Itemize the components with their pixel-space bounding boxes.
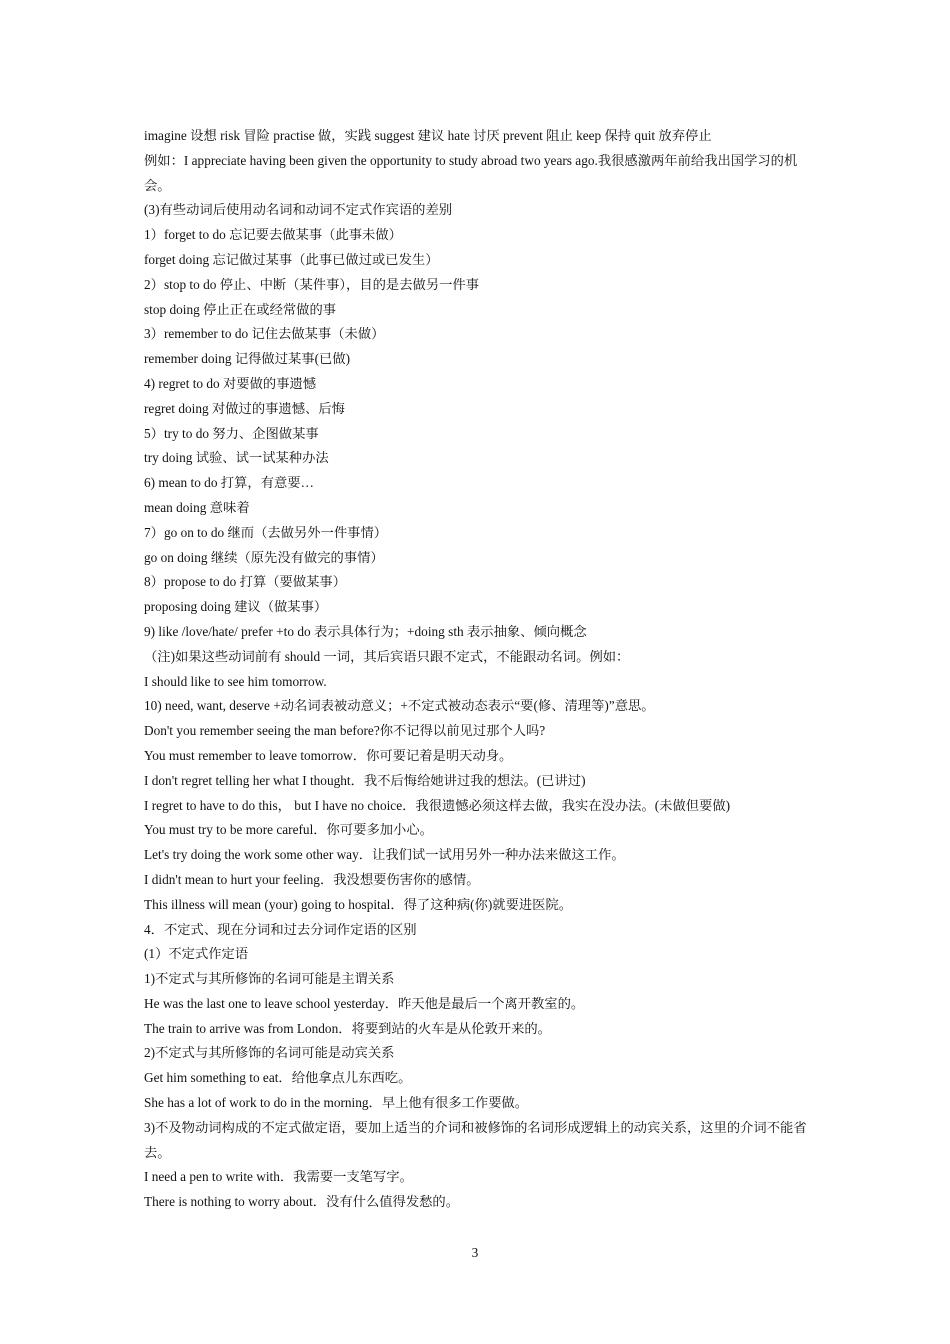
text-line: She has a lot of work to do in the morning．早上他有很多工作要做。 — [144, 1095, 529, 1111]
text-line: remember doing 记得做过某事(已做) — [144, 351, 351, 367]
text-line: Let's try doing the work some other way．让我们试一试用另外一种办法来做这工作。 — [144, 847, 625, 863]
text-line: Don't you remember seeing the man before?你不记得以前见过那个人吗? — [144, 723, 546, 739]
text-line: proposing doing 建议（做某事） — [144, 599, 328, 615]
text-line: I don't regret telling her what I thought．我不后悔给她讲过我的想法。(已讲过) — [144, 772, 586, 788]
text-line: You must try to be more careful．你可要多加小心。 — [144, 822, 433, 838]
document-body — [144, 124, 814, 1215]
text-line: (3)有些动词后使用动名词和动词不定式作宾语的差别 — [144, 202, 453, 218]
text-line: 2)不定式与其所修饰的名词可能是动宾关系 — [144, 1045, 395, 1061]
text-line: I should like to see him tomorrow. — [144, 673, 327, 689]
text-line: 5）try to do 努力、企图做某事 — [144, 425, 319, 441]
text-line: 7）go on to do 继而（去做另外一件事情） — [144, 524, 388, 540]
text-line: I need a pen to write with．我需要一支笔写字。 — [144, 1169, 413, 1185]
text-line: This illness will mean (your) going to hospital．得了这种病(你)就要进医院。 — [144, 896, 573, 912]
text-line: 1)不定式与其所修饰的名词可能是主谓关系 — [144, 971, 395, 987]
text-line: 4) regret to do 对要做的事遗憾 — [144, 375, 317, 391]
text-line: go on doing 继续（原先没有做完的事情） — [144, 549, 384, 565]
text-line: You must remember to leave tomorrow．你可要记着是明天动身。 — [144, 747, 513, 763]
text-line: mean doing 意味着 — [144, 499, 250, 515]
section-heading: 4．不定式、现在分词和过去分词作定语的区别 — [144, 921, 417, 937]
text-line: 6) mean to do 打算，有意要… — [144, 475, 314, 491]
text-line: 8）propose to do 打算（要做某事） — [144, 574, 347, 590]
text-line: He was the last one to leave school yesterday．昨天他是最后一个离开教室的。 — [144, 995, 585, 1011]
text-line: 1）forget to do 忘记要去做某事（此事未做） — [144, 227, 402, 243]
text-line: （注)如果这些动词前有 should 一词，其后宾语只跟不定式，不能跟动名词。例如： — [144, 648, 630, 664]
text-line: There is nothing to worry about．没有什么值得发愁的。 — [144, 1194, 460, 1210]
text-line: I regret to have to do this， but I have no choice．我很遗憾必须这样去做，我实在没办法。(未做但要做) — [144, 797, 731, 813]
text-line: I didn't mean to hurt your feeling．我没想要伤害你的感情。 — [144, 871, 480, 887]
text-line: Get him something to eat．给他拿点儿东西吃。 — [144, 1070, 412, 1086]
text-line: The train to arrive was from London．将要到站的火车是从伦敦开来的。 — [144, 1020, 551, 1036]
text-line: imagine 设想 risk 冒险 practise 做，实践 suggest 建议 hate 讨厌 prevent 阻止 keep 保持 quit 放弃停止 — [144, 128, 712, 143]
text-line: stop doing 停止正在或经常做的事 — [144, 301, 337, 317]
text-line: 9) like /love/hate/ prefer +to do 表示具体行为；+doing sth 表示抽象、倾向概念 — [144, 623, 587, 639]
text-line: 3）remember to do 记住去做某事（未做） — [144, 326, 385, 342]
text-line: regret doing 对做过的事遗憾、后悔 — [144, 400, 345, 416]
text-line: 2）stop to do 停止、中断（某件事），目的是去做另一件事 — [144, 276, 480, 292]
text-line: 10) need, want, deserve +动名词表被动意义；+不定式被动态表示“要(修、清理等)”意思。 — [144, 698, 655, 714]
subsection-heading: (1）不定式作定语 — [144, 946, 249, 962]
text-line: forget doing 忘记做过某事（此事已做过或已发生） — [144, 251, 439, 267]
page-number: 3 — [471, 1245, 479, 1260]
text-line: try doing 试验、试一试某种办法 — [144, 450, 329, 466]
text-line: 例如：I appreciate having been given the opportunity to study abroad two years ago.我很感激两年前给我出国学习的机会。 — [144, 152, 798, 193]
text-line: 3)不及物动词构成的不定式做定语，要加上适当的介词和被修饰的名词形成逻辑上的动宾关系，这里的介词不能省去。 — [144, 1119, 807, 1160]
